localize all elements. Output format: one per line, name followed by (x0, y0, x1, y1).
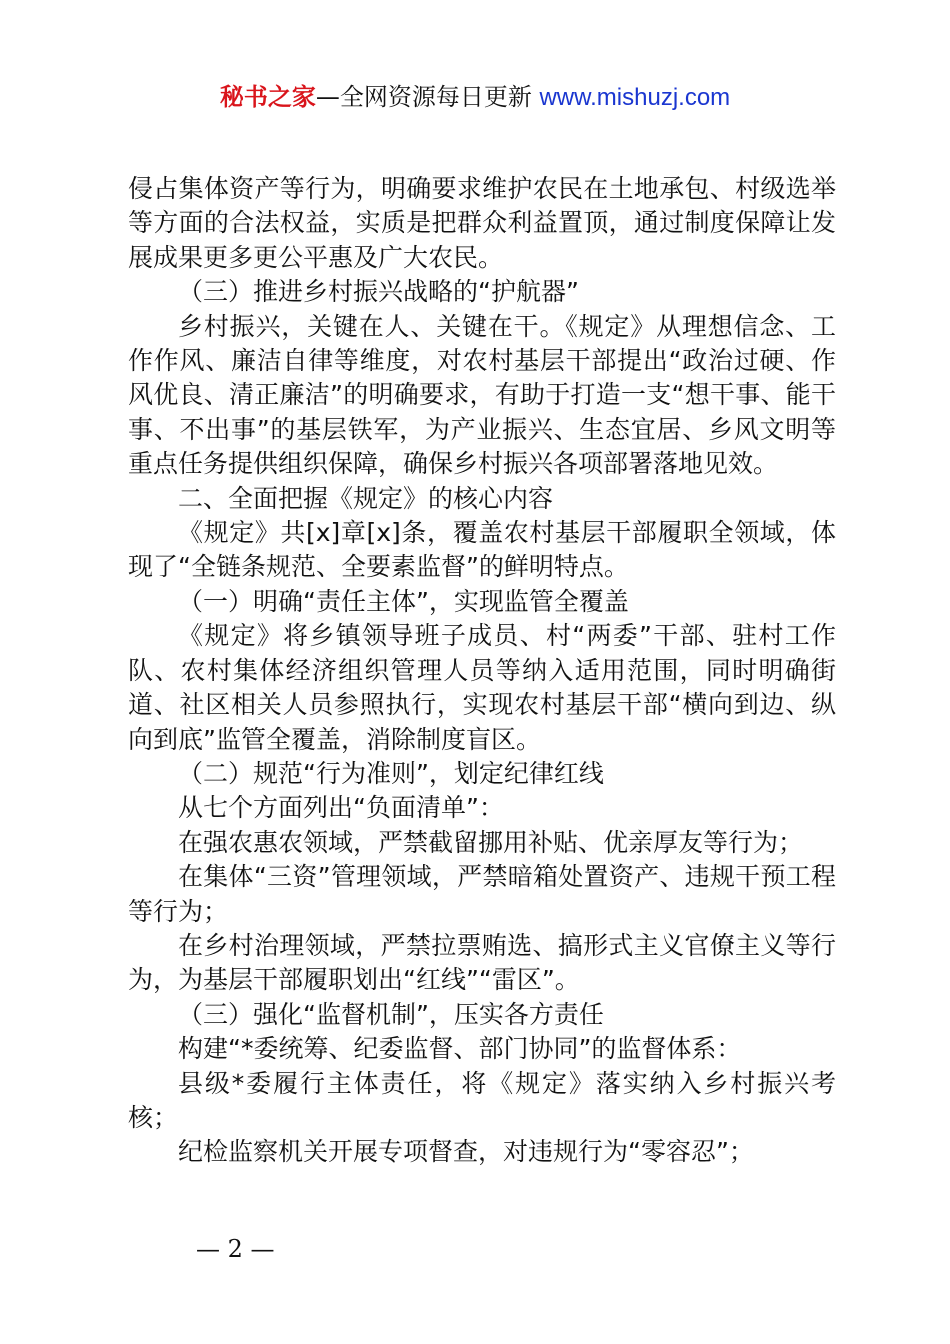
subheading-2: （二）规范“行为准则”，划定纪律红线 (178, 758, 604, 788)
paragraph: 乡村振兴，关键在人、关键在干。《规定》从理想信念、工作作风、廉洁自律等维度，对农村基层干部提出“政治过硬、作风优良、清正廉洁”的明确要求，有助于打造一支“想干事、能干事、不出事”的基层铁军，为产业振兴、生态宜居、乡风文明等重点任务提供组织保障，确保乡村振兴各项部署落地见效。 (128, 311, 836, 479)
header-brand: 秘书之家 (219, 83, 316, 111)
page-number: — 2 — (196, 1235, 275, 1263)
subheading-3: （三）推进乡村振兴战略的“护航器” (178, 277, 579, 307)
paragraph: 《规定》将乡镇领导班子成员、村“两委”干部、驻村工作队、农村集体经济组织管理人员等纳入适用范围，同时明确街道、社区相关人员参照执行，实现农村基层干部“横向到边、纵向到底”监管全覆盖，消除制度盲区。 (128, 621, 836, 754)
document-body (128, 172, 836, 1170)
list-item: 县级*委履行主体责任，将《规定》落实纳入乡村振兴考核； (128, 1068, 836, 1132)
header-tagline: —全网资源每日更新 (315, 83, 540, 111)
subheading-3: （三）强化“监督机制”，压实各方责任 (178, 999, 604, 1029)
paragraph-continuation: 侵占集体资产等行为，明确要求维护农民在土地承包、村级选举等方面的合法权益，实质是把群众利益置顶，通过制度保障让发展成果更多更公平惠及广大农民。 (128, 174, 836, 272)
page-header (0, 80, 950, 115)
paragraph: 构建“*委统筹、纪委监督、部门协同”的监督体系： (178, 1034, 742, 1064)
paragraph: 从七个方面列出“负面清单”： (178, 793, 504, 823)
list-item: 纪检监察机关开展专项督查，对违规行为“零容忍”； (178, 1137, 754, 1167)
list-item: 在乡村治理领域，严禁拉票贿选、搞形式主义官僚主义等行为，为基层干部履职划出“红线”“雷区”。 (128, 930, 836, 995)
paragraph: 《规定》共[x]章[x]条，覆盖农村基层干部履职全领域，体现了“全链条规范、全要素监督”的鲜明特点。 (128, 518, 836, 582)
subheading-1: （一）明确“责任主体”，实现监管全覆盖 (178, 586, 629, 616)
header-url-link[interactable]: www.mishuzj.com (539, 84, 731, 111)
list-item: 在集体“三资”管理领域，严禁暗箱处置资产、违规干预工程等行为； (128, 862, 836, 926)
list-item: 在强农惠农领域，严禁截留挪用补贴、优亲厚友等行为； (178, 827, 804, 857)
section-heading-2: 二、全面把握《规定》的核心内容 (178, 483, 554, 513)
